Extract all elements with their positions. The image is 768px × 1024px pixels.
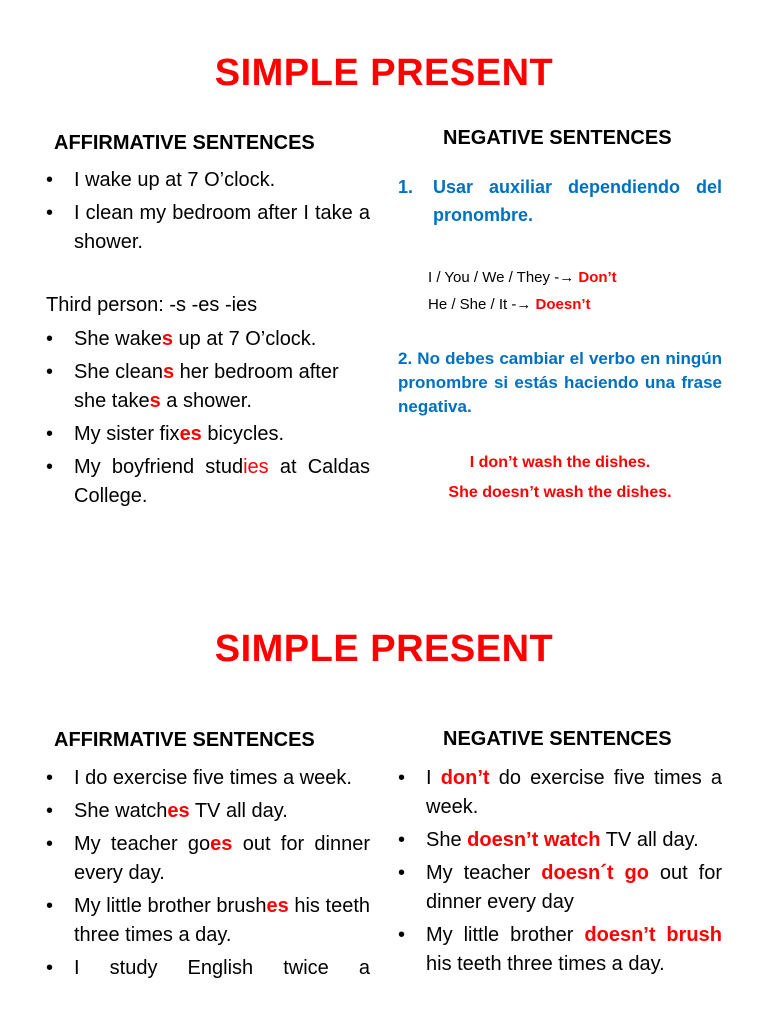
negative-heading: NEGATIVE SENTENCES (443, 728, 672, 750)
list-item (46, 830, 370, 888)
item-text: she take (74, 390, 150, 412)
negative-list-2 (398, 764, 722, 983)
bullet-icon: • (398, 829, 406, 851)
bullet-icon: • (46, 800, 54, 822)
third-person-list (46, 325, 370, 515)
example-2: She doesn’t wash the dishes. (448, 484, 672, 501)
list-item (46, 199, 370, 257)
rule-text: Usar auxiliar dependiendo del pronombre. (433, 177, 722, 225)
item-text: My sister fix (74, 423, 180, 445)
list-item (46, 420, 370, 449)
item-text: her bedroom after (174, 361, 339, 383)
aux-text: Doesn’t (535, 296, 591, 313)
item-text: My little brother brush (74, 895, 267, 917)
item-text: I study English twice a (74, 957, 370, 979)
rule-number: 1. (398, 177, 414, 197)
list-item (398, 764, 722, 822)
pronoun-line-1 (428, 264, 617, 291)
suffix-highlight: ies (243, 456, 269, 478)
item-text: his teeth three times a day. (426, 953, 665, 975)
bullet-icon: • (398, 924, 406, 946)
affirmative-heading: AFFIRMATIVE SENTENCES (54, 729, 315, 751)
list-item (46, 892, 370, 950)
item-text: TV all day. (600, 829, 699, 851)
item-text: I (426, 767, 441, 789)
list-item (398, 826, 722, 855)
list-item (46, 954, 370, 983)
pronoun-line-2 (428, 291, 591, 318)
arrow-icon: → (516, 296, 532, 313)
list-item (46, 358, 370, 416)
section2-title: SIMPLE PRESENT (214, 628, 554, 670)
bullet-icon: • (46, 361, 54, 383)
item-text: TV all day. (189, 800, 288, 822)
item-text: I clean my bedroom after I take a shower. (74, 202, 370, 253)
item-text: out for dinner every day (426, 862, 722, 913)
item-text: at Caldas College. (74, 456, 370, 507)
rule-2: 2. No debes cambiar el verbo en ningún pronombre si estás haciendo una frase negativa. (398, 349, 722, 416)
suffix-highlight: es (266, 895, 289, 917)
affirmative-list-2 (46, 764, 370, 987)
affirmative-heading: AFFIRMATIVE SENTENCES (54, 132, 315, 154)
bullet-icon: • (46, 423, 54, 445)
item-text: a shower. (160, 390, 252, 412)
list-item (398, 859, 722, 917)
negation-highlight: doesn’t brush (584, 924, 722, 946)
item-text: I wake up at 7 O’clock. (74, 169, 276, 191)
third-person-label: Third person: -s -es -ies (46, 294, 258, 316)
item-text: I do exercise five times a week. (74, 767, 352, 789)
pronoun-text: I / You / We / They - (428, 269, 560, 286)
list-item (46, 764, 370, 793)
item-text: up at 7 O’clock. (172, 328, 317, 350)
bullet-icon: • (46, 895, 54, 917)
item-text: My teacher go (74, 833, 211, 855)
item-text: bicycles. (201, 423, 285, 445)
arrow-icon: → (559, 269, 575, 286)
list-item (46, 453, 370, 511)
suffix-highlight: s (161, 328, 173, 350)
negation-highlight: don’t (440, 767, 490, 789)
bullet-icon: • (398, 862, 406, 884)
section1-title: SIMPLE PRESENT (214, 52, 554, 94)
example-1: I don’t wash the dishes. (469, 454, 651, 471)
bullet-icon: • (46, 169, 54, 191)
suffix-highlight: s (162, 361, 175, 383)
suffix-highlight: es (210, 833, 233, 855)
item-text: My teacher (426, 862, 542, 884)
item-text: She clean (74, 361, 163, 383)
list-item (398, 921, 722, 979)
affirmative-list (46, 166, 370, 261)
list-item (46, 325, 370, 354)
aux-text: Don’t (578, 269, 617, 286)
negation-highlight: doesn´t go (541, 862, 649, 884)
bullet-icon: • (46, 202, 54, 224)
bullet-icon: • (46, 833, 54, 855)
suffix-highlight: es (179, 423, 202, 445)
negative-heading: NEGATIVE SENTENCES (443, 127, 672, 149)
bullet-icon: • (46, 767, 54, 789)
pronoun-text: He / She / It - (428, 296, 517, 313)
item-text: She wake (74, 328, 162, 350)
list-item (46, 797, 370, 826)
item-text: his teeth three times a day. (74, 895, 370, 946)
item-text: do exercise five times a week. (426, 767, 722, 818)
item-text: My boyfriend stud (74, 456, 244, 478)
item-text: She watch (74, 800, 168, 822)
item-text: out for dinner every day. (74, 833, 370, 884)
rule-1 (398, 173, 722, 229)
list-item (46, 166, 370, 195)
bullet-icon: • (46, 456, 54, 478)
suffix-highlight: s (149, 390, 161, 412)
bullet-icon: • (398, 767, 406, 789)
bullet-icon: • (46, 957, 54, 979)
item-text: My little brother (426, 924, 585, 946)
bullet-icon: • (46, 328, 54, 350)
suffix-highlight: es (167, 800, 190, 822)
negation-highlight: doesn’t watch (467, 829, 601, 851)
item-text: She (426, 829, 468, 851)
